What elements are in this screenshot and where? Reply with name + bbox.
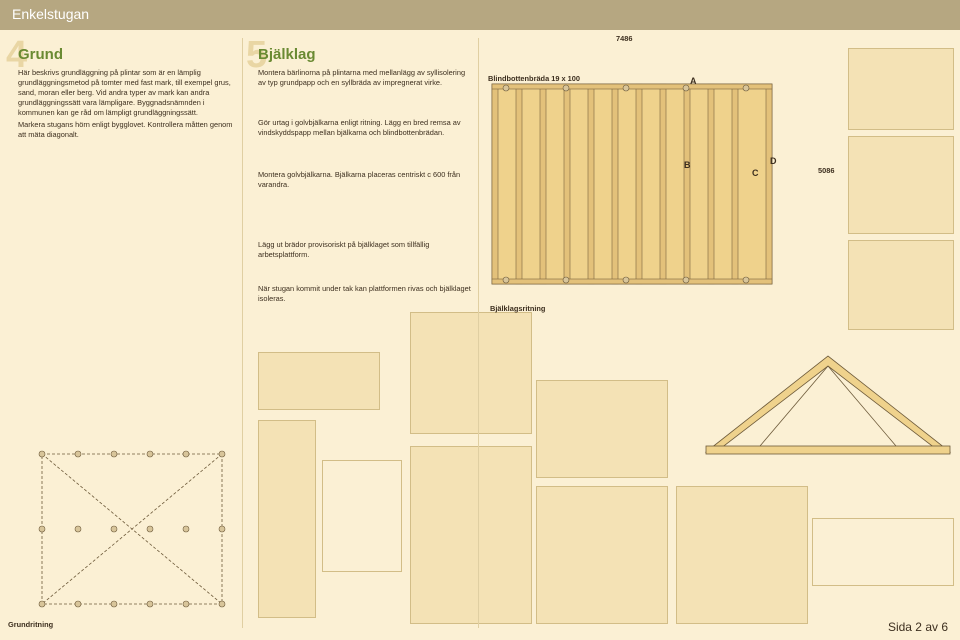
header-bar [0,0,960,30]
detail-note-text [812,518,954,586]
bjalklag-para-3: Montera golvbjälkarna. Bjälkarna placeras centriskt c 600 från varandra. [258,170,461,189]
grund-para-2: Markera stugans hörn enligt bygglovet. Kontrollera måtten genom att mäta diagonalt. [18,120,233,139]
label-blindbottenbrada: Blindbottenbräda 19 x 100 [488,74,580,83]
detail-spikningsplat-nock [536,380,668,478]
detail-mellanbalk-stodbenets [536,486,668,624]
detail-legend-list [322,460,402,572]
bjalklagsritning-label: Bjälklagsritning [490,304,546,313]
plan-width-dimension: 7486 [616,34,633,43]
grund-para-1: Här beskrivs grundläggning på plintar som är en lämplig grundläggningsmetod på tomter med fast mark, till exempel grus, sand, moran eller berg. Vid andra typer av mark kan andra grundläggningssätt vara lämpligare. Byggnadsnämnden i kommunen kan ge råd om lämpligt grundläggningssätt. [18,68,231,117]
detail-mellanbalk-nedre [676,486,808,624]
bjalklag-para-2: Gör urtag i golvbjälkarna enligt ritning. Lägg en bred remsa av vindskyddspapp mellan bjälkarna och blindbottenbrädan. [258,118,461,137]
grundritning-label: Grundritning [8,620,54,629]
section-number-5: 5 [246,34,268,76]
column-divider-1 [242,38,243,628]
plan-label-a: A [690,76,697,86]
detail-plintgrundlaggning [258,420,316,618]
grund-text-placeholder [18,150,233,420]
bjalklag-para-5: När stugan kommit under tak kan plattformen rivas och bjälklaget isoleras. [258,284,471,303]
bjalklag-para-4: Lägg ut brädor provisoriskt på bjälklaget som tillfällig arbetsplattform. [258,240,430,259]
plan-label-d: D [770,156,777,166]
detail-blindbottenbrada [848,48,954,130]
detail-gaffelankare [410,312,532,434]
bjalklag-para-1: Montera bärlinorna på plintarna med mellanlägg av syllisolering av typ grundpapp och en syllbräda av impregnerat virke. [258,68,466,87]
detail-spikningsplatar [258,352,380,410]
detail-urtag-langsida [848,136,954,234]
detail-mellanbalk [410,446,532,624]
grundritning-figure [6,432,238,628]
section-title-bjalklag: Bjälklag [258,46,316,63]
section-number-4: 4 [6,34,28,76]
plan-label-c: C [752,168,759,178]
page-number: Sida 2 av 6 [887,620,948,634]
takstol-figure [700,336,956,460]
column-divider-2 [478,38,479,628]
plan-label-b: B [684,160,691,170]
detail-urtag-kortlangor [848,240,954,330]
section-title-grund: Grund [18,46,63,63]
bjalklagsritning-plan [486,44,816,302]
header-title: Enkelstugan [12,6,90,22]
plan-depth-dimension: 5086 [818,166,835,175]
